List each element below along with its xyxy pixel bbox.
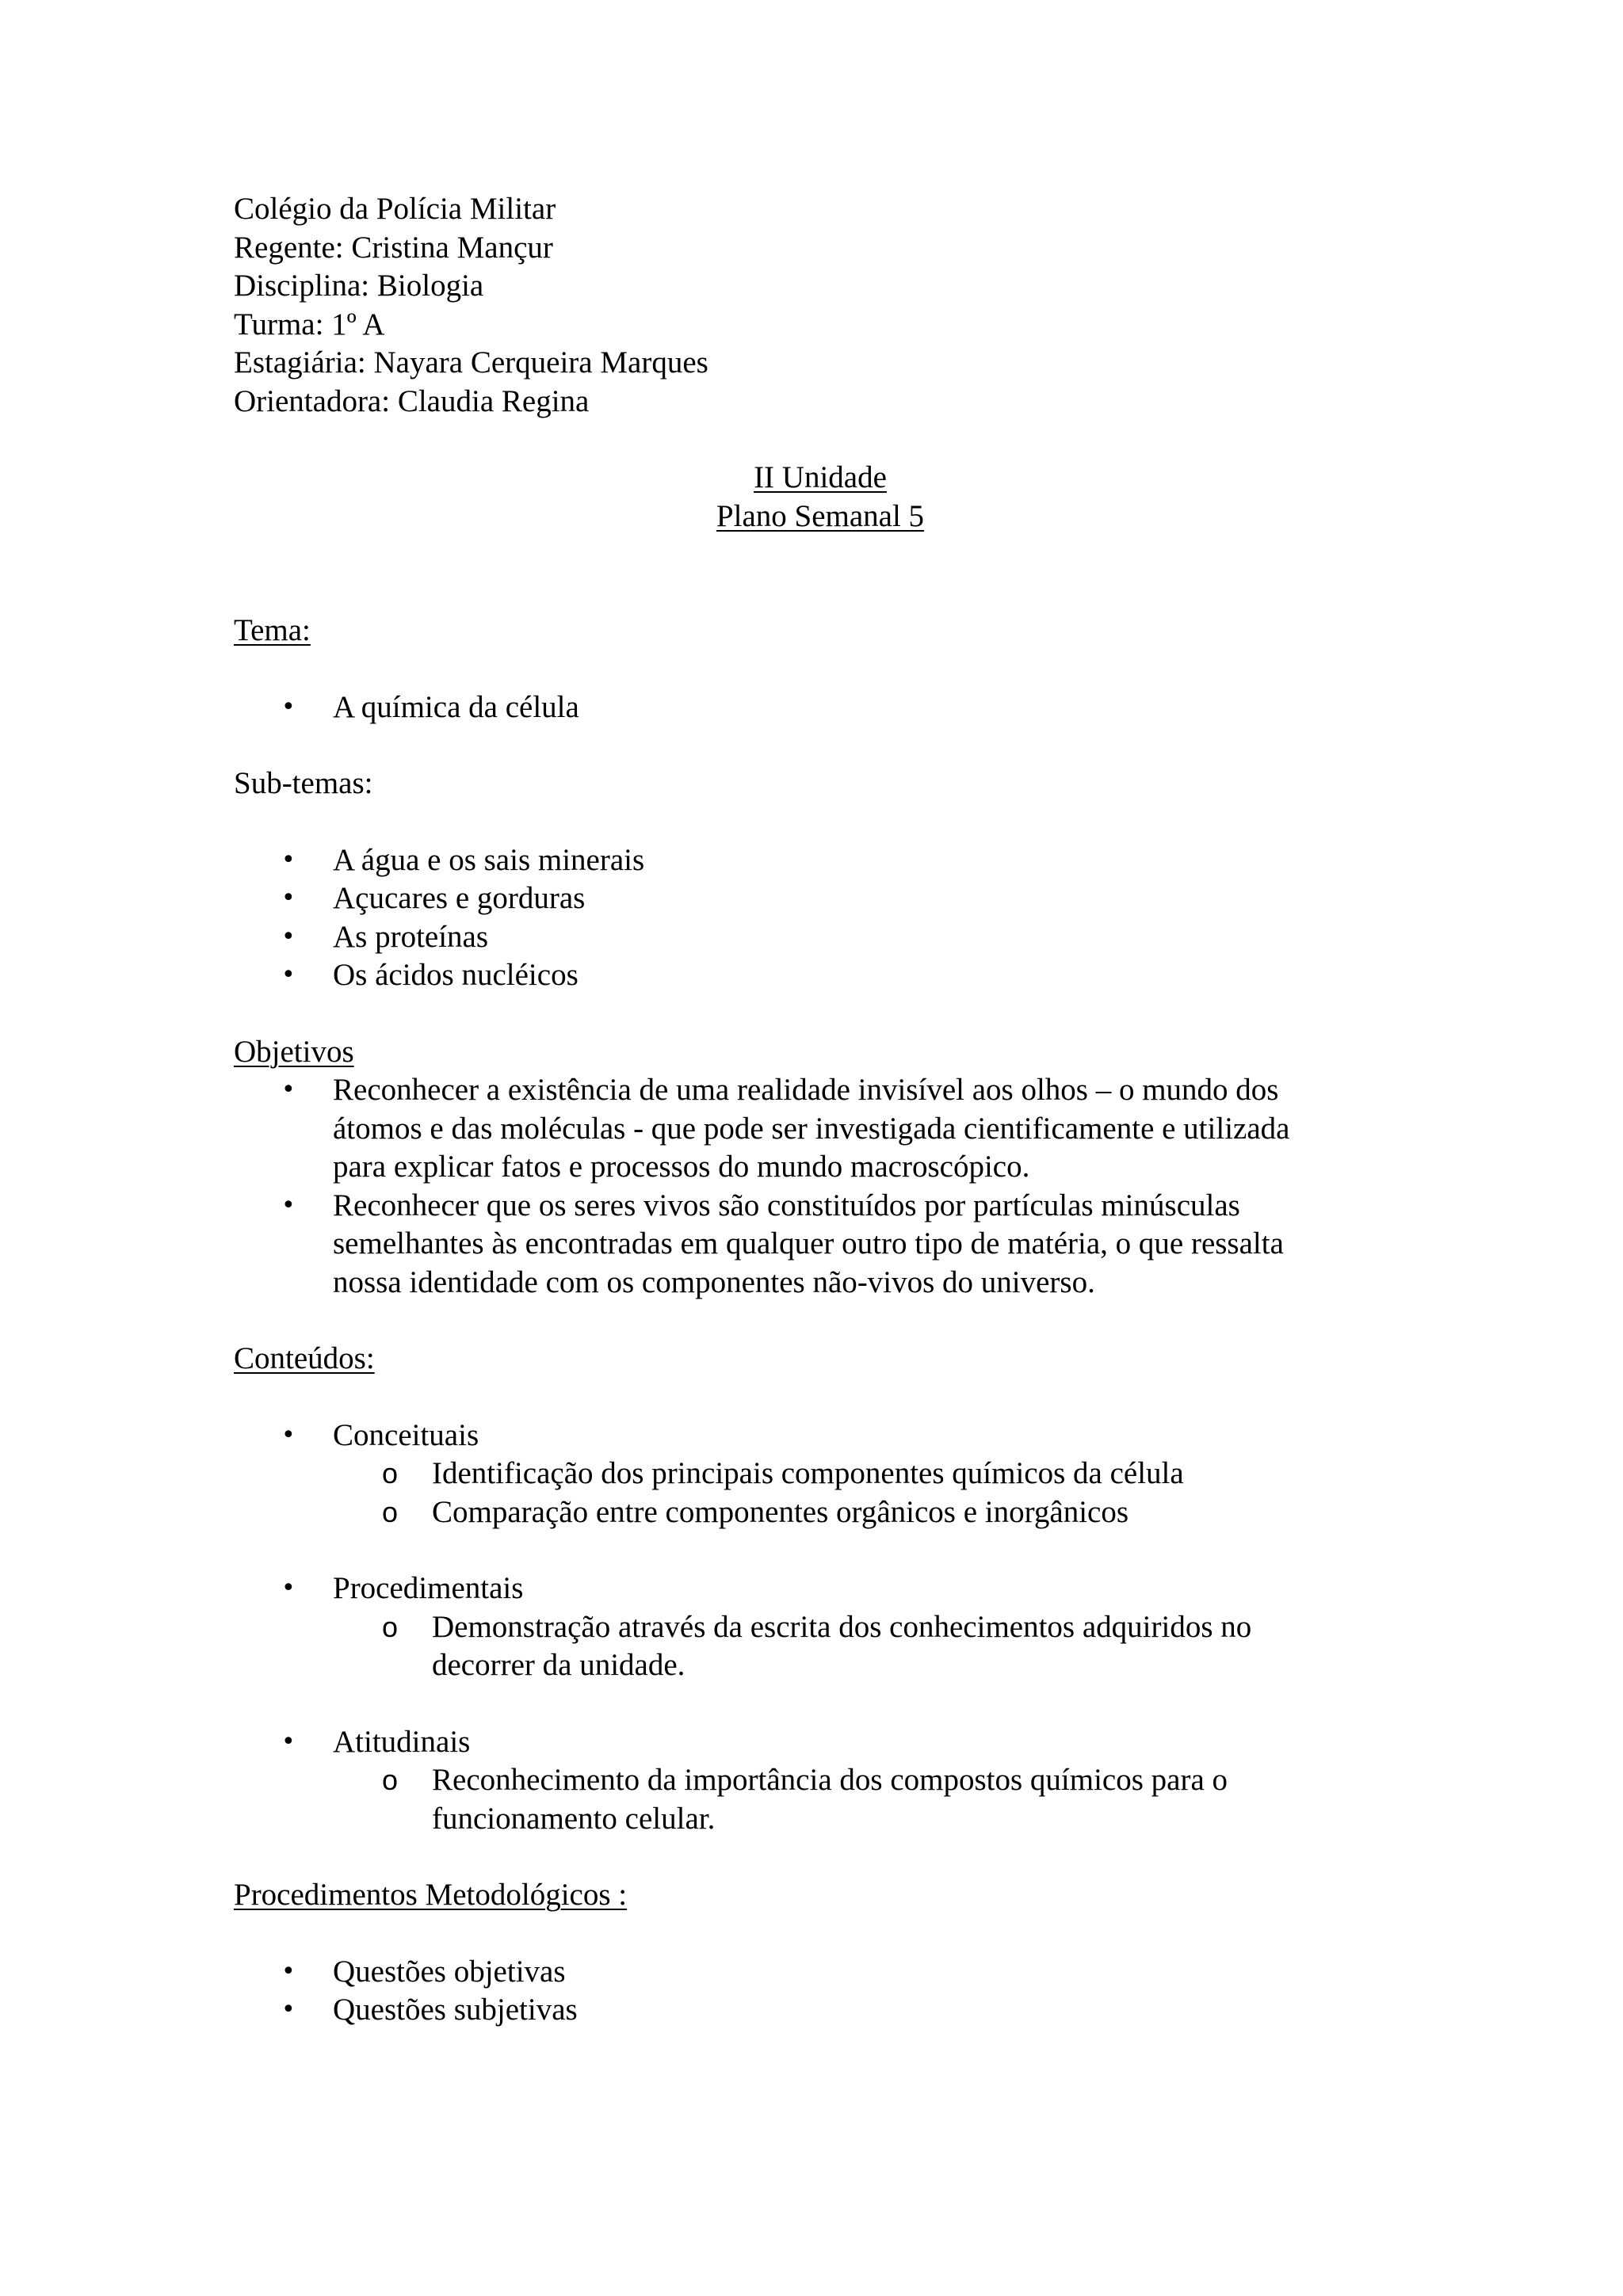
list-item xyxy=(234,918,1407,957)
turma-line: Turma: 1º A xyxy=(234,307,385,341)
subtemas-heading: Sub-temas: xyxy=(234,766,373,800)
bullet-icon: • xyxy=(281,1574,296,1602)
tema-item: A química da célula xyxy=(333,689,579,724)
plan-title: Plano Semanal 5 xyxy=(716,498,925,533)
procedimentos-section xyxy=(234,1876,1407,2030)
list-item xyxy=(234,956,1407,995)
objetivo-line: Reconhecer a existência de uma realidade invisível aos olhos – o mundo dos xyxy=(333,1073,1279,1107)
list-item xyxy=(234,1991,1407,2030)
tema-section xyxy=(234,612,1407,727)
list-item xyxy=(234,1417,1407,1455)
circle-bullet-icon: o xyxy=(382,1610,399,1643)
conteudo-item-line: Comparação entre componentes orgânicos e inorgânicos xyxy=(432,1494,1129,1529)
objetivo-line: para explicar fatos e processos do mundo macroscópico. xyxy=(333,1150,1030,1184)
regente-line: Regente: Cristina Mançur xyxy=(234,230,553,265)
objetivo-line: semelhantes às encontradas em qualquer outro tipo de matéria, o que ressalta xyxy=(333,1226,1284,1261)
circle-bullet-icon: o xyxy=(382,1457,399,1489)
conteudos-heading: Conteúdos: xyxy=(234,1341,375,1375)
bullet-icon: • xyxy=(281,1996,296,2023)
list-item xyxy=(234,1187,1407,1302)
objetivos-section xyxy=(234,1033,1407,1302)
conteudo-group-label: Atitudinais xyxy=(333,1724,471,1759)
estagiaria-line: Estagiária: Nayara Cerqueira Marques xyxy=(234,345,708,379)
list-item xyxy=(234,1569,1407,1608)
bullet-icon: • xyxy=(281,692,296,721)
conteudo-item-line: funcionamento celular. xyxy=(432,1801,716,1836)
procedimento-item: Questões subjetivas xyxy=(333,1993,578,2027)
unit-title: II Unidade xyxy=(754,460,887,494)
header-block xyxy=(234,190,1407,421)
bullet-icon: • xyxy=(281,1421,296,1449)
circle-bullet-icon: o xyxy=(382,1764,399,1796)
conteudo-group-label: Procedimentais xyxy=(333,1571,524,1605)
list-item xyxy=(234,1761,1407,1838)
bullet-icon: • xyxy=(281,922,296,951)
procedimentos-heading: Procedimentos Metodológicos : xyxy=(234,1878,628,1912)
list-item xyxy=(234,841,1407,880)
list-item xyxy=(234,1493,1407,1532)
list-item xyxy=(234,1723,1407,1762)
bullet-icon: • xyxy=(281,845,296,874)
objetivo-line: nossa identidade com os componentes não-vivos do universo. xyxy=(333,1264,1095,1299)
orientadora-line: Orientadora: Claudia Regina xyxy=(234,383,590,418)
conteudo-group-label: Conceituais xyxy=(333,1417,479,1452)
list-item xyxy=(234,1608,1407,1685)
subtema-item: Os ácidos nucléicos xyxy=(333,958,579,992)
procedimento-item: Questões objetivas xyxy=(333,1954,566,1989)
document-body xyxy=(234,190,1407,2030)
objetivos-heading: Objetivos xyxy=(234,1034,354,1069)
subtema-item: Açucares e gorduras xyxy=(333,881,586,915)
subtema-item: As proteínas xyxy=(333,919,489,954)
bullet-icon: • xyxy=(281,1957,296,1985)
bullet-icon: • xyxy=(281,1727,296,1756)
disciplina-line: Disciplina: Biologia xyxy=(234,269,484,303)
tema-heading: Tema: xyxy=(234,613,311,647)
circle-bullet-icon: o xyxy=(382,1495,399,1528)
conteudos-section xyxy=(234,1340,1407,1838)
bullet-icon: • xyxy=(281,884,296,912)
list-item xyxy=(234,1953,1407,1992)
school-name: Colégio da Polícia Militar xyxy=(234,192,556,226)
subtema-item: A água e os sais minerais xyxy=(333,842,645,877)
bullet-icon: • xyxy=(281,1191,296,1219)
bullet-icon: • xyxy=(281,1076,296,1104)
list-item xyxy=(234,688,1407,727)
subtemas-section xyxy=(234,765,1407,995)
list-item xyxy=(234,1071,1407,1187)
list-item xyxy=(234,879,1407,918)
title-block xyxy=(234,459,1407,536)
list-item xyxy=(234,1455,1407,1493)
objetivo-line: átomos e das moléculas - que pode ser investigada cientificamente e utilizada xyxy=(333,1111,1290,1146)
conteudo-item-line: Reconhecimento da importância dos compostos químicos para o xyxy=(432,1763,1228,1797)
bullet-icon: • xyxy=(281,961,296,989)
conteudo-item-line: Demonstração através da escrita dos conhecimentos adquiridos no xyxy=(432,1609,1252,1644)
conteudo-item-line: decorrer da unidade. xyxy=(432,1648,685,1682)
conteudo-item-line: Identificação dos principais componentes químicos da célula xyxy=(432,1456,1184,1490)
objetivo-line: Reconhecer que os seres vivos são constituídos por partículas minúsculas xyxy=(333,1188,1240,1222)
